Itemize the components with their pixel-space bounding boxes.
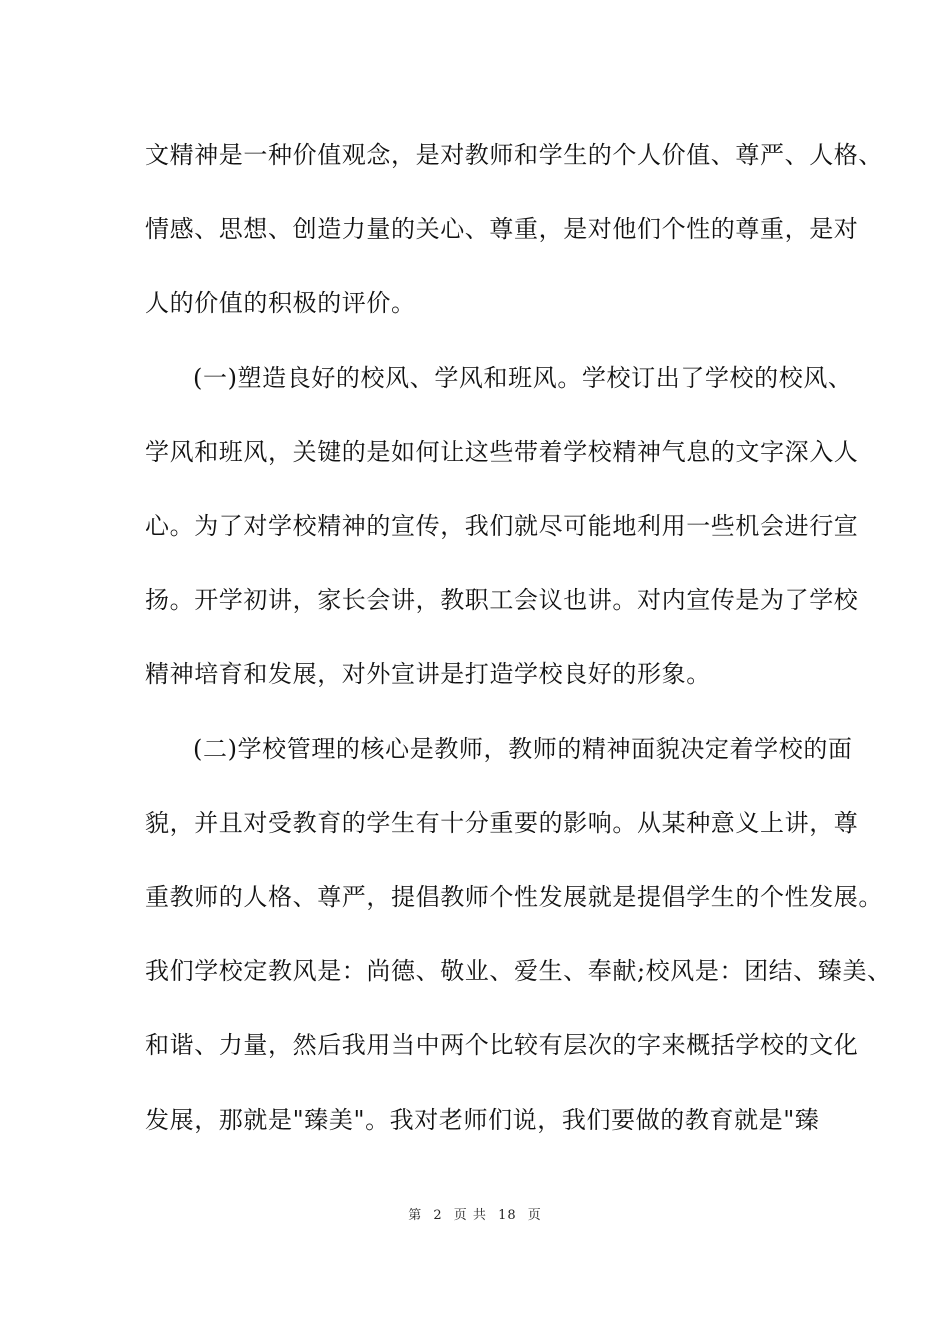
- footer-page-number: 2: [433, 1208, 443, 1223]
- body-text-line: 心。为了对学校精神的宣传，我们就尽可能地利用一些机会进行宣: [145, 512, 859, 540]
- body-text-line: 重教师的人格、尊严，提倡教师个性发展就是提倡学生的个性发展。: [145, 883, 883, 911]
- body-text-line: 貌，并且对受教育的学生有十分重要的影响。从某种意义上讲，尊: [145, 809, 859, 837]
- body-text-line: 我们学校定教风是：尚德、敬业、爱生、奉献;校风是：团结、臻美、: [145, 957, 892, 985]
- footer-mid: 页 共: [453, 1208, 487, 1223]
- body-text-line: 学风和班风，关键的是如何让这些带着学校精神气息的文字深入人: [145, 438, 859, 466]
- footer-prefix: 第: [408, 1208, 423, 1223]
- body-text-line: 发展，那就是"臻美"。我对老师们说，我们要做的教育就是"臻: [145, 1106, 820, 1134]
- body-text-line: 人的价值的积极的评价。: [145, 289, 416, 317]
- paragraph-start-line: (二)学校管理的核心是教师，教师的精神面貌决定着学校的面: [193, 735, 853, 763]
- footer-total-pages: 18: [498, 1208, 517, 1223]
- body-text-line: 情感、思想、创造力量的关心、尊重，是对他们个性的尊重，是对: [145, 215, 859, 243]
- body-text-line: 精神培育和发展，对外宣讲是打造学校良好的形象。: [145, 660, 711, 688]
- paragraph-start-line: (一)塑造良好的校风、学风和班风。学校订出了学校的校风、: [193, 364, 853, 392]
- body-text-line: 文精神是一种价值观念，是对教师和学生的个人价值、尊严、人格、: [145, 141, 883, 169]
- footer-suffix: 页: [527, 1208, 542, 1223]
- body-text-line: 扬。开学初讲，家长会讲，教职工会议也讲。对内宣传是为了学校: [145, 586, 859, 614]
- body-text-line: 和谐、力量，然后我用当中两个比较有层次的字来概括学校的文化: [145, 1031, 859, 1059]
- page-footer: [0, 1207, 950, 1225]
